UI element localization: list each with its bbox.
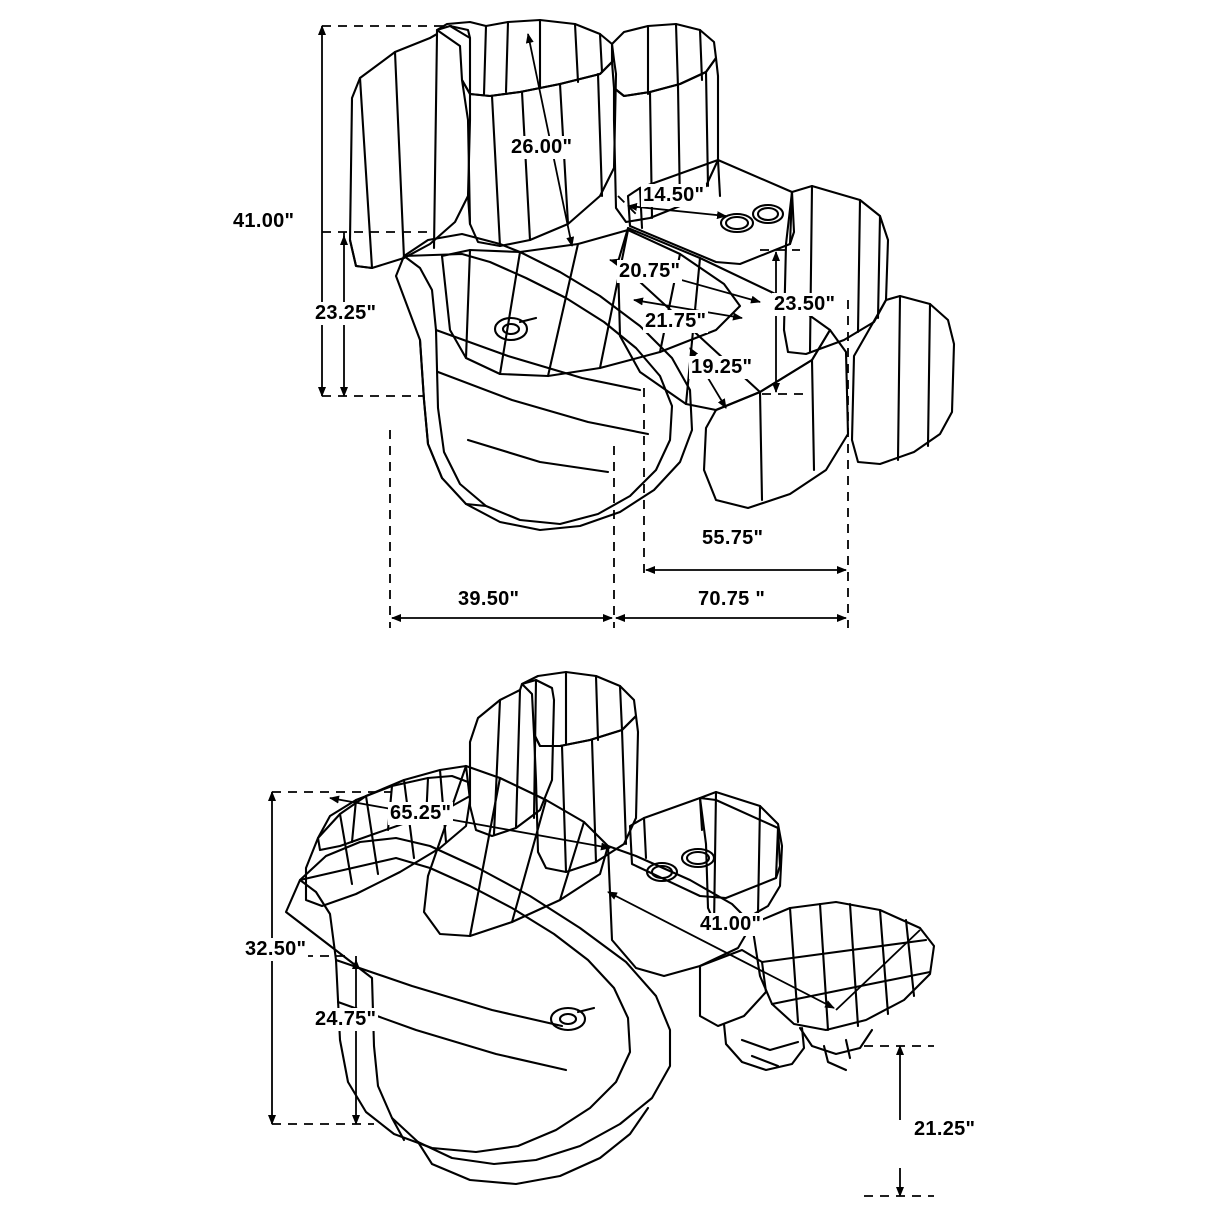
dim-label-19-25: 19.25" [691,356,753,378]
dim-label-65-25: 65.25" [390,802,452,824]
dim-label-21-75: 21.75" [645,310,707,332]
dim-label-26-00: 26.00" [511,136,573,158]
dim-label-14-50: 14.50" [643,184,705,206]
dim-label-21-25: 21.25" [914,1118,976,1140]
dim-label-32-50: 32.50" [245,938,307,960]
dim-label-41-00-bottom: 41.00" [700,913,762,935]
reclined-dimension-lines [272,792,934,1196]
dim-label-23-25: 23.25" [315,302,377,324]
dim-label-41-00-top: 41.00" [233,210,295,232]
dim-label-24-75: 24.75" [315,1008,377,1030]
dim-label-70-75: 70.75 " [698,588,766,610]
reclined-sofa-illustration [286,672,934,1184]
dim-label-39-50: 39.50" [458,588,520,610]
upright-dimension-lines [322,26,848,628]
dim-label-55-75: 55.75" [702,527,764,549]
dim-label-23-50: 23.50" [774,293,836,315]
dim-label-20-75: 20.75" [619,260,681,282]
